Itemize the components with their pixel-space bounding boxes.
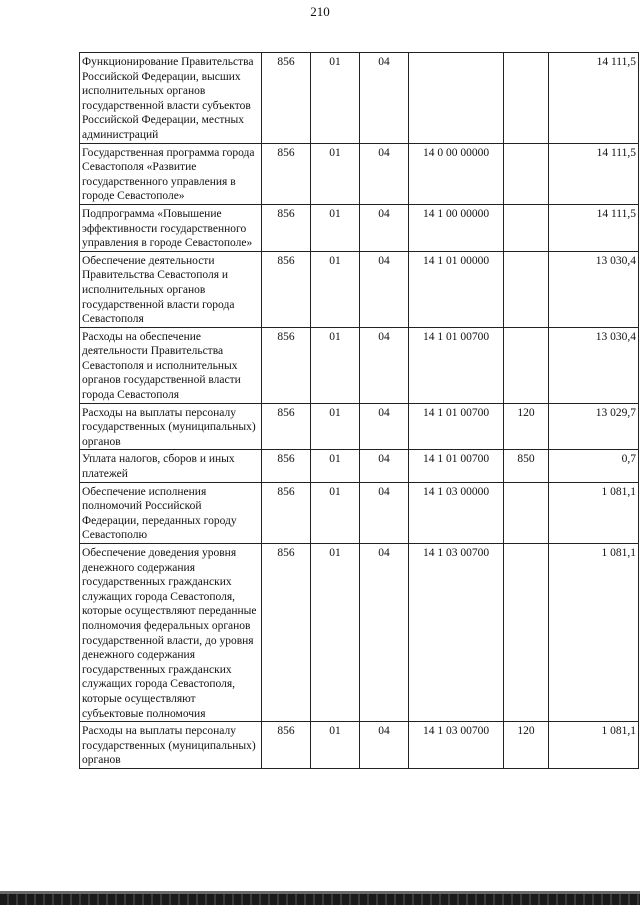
amount-cell: 1 081,1 bbox=[549, 544, 639, 722]
row-name-cell: Государственная программа города Севастополя «Развитие государственного управления в городе Севастополе» bbox=[80, 143, 262, 204]
budget-table-body bbox=[80, 53, 639, 769]
amount-cell: 13 029,7 bbox=[549, 403, 639, 450]
amount-cell: 1 081,1 bbox=[549, 482, 639, 543]
row-name-cell: Функционирование Правительства Российской Федерации, высших исполнительных органов государственной власти субъектов Российской Федерации, местных администраций bbox=[80, 53, 262, 144]
amount-cell: 14 111,5 bbox=[549, 53, 639, 144]
subsection-code-cell: 04 bbox=[360, 450, 409, 482]
row-name-cell: Обеспечение доведения уровня денежного содержания государственных гражданских служащих города Севастополя, которые осуществляют переданные полномочия федеральных органов государственной власти, до уровня денежного содержания государственных гражданских служащих города Севастополя, которые осуществляют субъектовые полномочия bbox=[80, 544, 262, 722]
expense-type-cell bbox=[504, 482, 549, 543]
row-name-cell: Расходы на обеспечение деятельности Правительства Севастополя и исполнительных органов государственной власти города Севастополя bbox=[80, 327, 262, 403]
ministry-code-cell: 856 bbox=[262, 143, 311, 204]
table-row bbox=[80, 544, 639, 722]
section-code-cell: 01 bbox=[311, 327, 360, 403]
section-code-cell: 01 bbox=[311, 251, 360, 327]
section-code-cell: 01 bbox=[311, 143, 360, 204]
row-name-cell: Обеспечение исполнения полномочий Российской Федерации, переданных городу Севастополю bbox=[80, 482, 262, 543]
ministry-code-cell: 856 bbox=[262, 327, 311, 403]
target-article-cell: 14 0 00 00000 bbox=[409, 143, 504, 204]
amount-cell: 0,7 bbox=[549, 450, 639, 482]
ministry-code-cell: 856 bbox=[262, 544, 311, 722]
expense-type-cell: 120 bbox=[504, 403, 549, 450]
section-code-cell: 01 bbox=[311, 482, 360, 543]
expense-type-cell bbox=[504, 143, 549, 204]
table-row bbox=[80, 450, 639, 482]
subsection-code-cell: 04 bbox=[360, 327, 409, 403]
ministry-code-cell: 856 bbox=[262, 482, 311, 543]
subsection-code-cell: 04 bbox=[360, 143, 409, 204]
subsection-code-cell: 04 bbox=[360, 53, 409, 144]
page-number: 210 bbox=[310, 4, 330, 19]
expense-type-cell: 850 bbox=[504, 450, 549, 482]
amount-cell: 1 081,1 bbox=[549, 722, 639, 769]
target-article-cell: 14 1 03 00700 bbox=[409, 722, 504, 769]
subsection-code-cell: 04 bbox=[360, 403, 409, 450]
subsection-code-cell: 04 bbox=[360, 482, 409, 543]
row-name-cell: Подпрограмма «Повышение эффективности государственного управления в городе Севастополе» bbox=[80, 204, 262, 251]
expense-type-cell bbox=[504, 53, 549, 144]
table-row bbox=[80, 403, 639, 450]
ministry-code-cell: 856 bbox=[262, 53, 311, 144]
subsection-code-cell: 04 bbox=[360, 204, 409, 251]
target-article-cell: 14 1 01 00700 bbox=[409, 450, 504, 482]
expense-type-cell bbox=[504, 204, 549, 251]
amount-cell: 13 030,4 bbox=[549, 251, 639, 327]
subsection-code-cell: 04 bbox=[360, 722, 409, 769]
table-row bbox=[80, 143, 639, 204]
ministry-code-cell: 856 bbox=[262, 251, 311, 327]
section-code-cell: 01 bbox=[311, 722, 360, 769]
amount-cell: 14 111,5 bbox=[549, 143, 639, 204]
row-name-cell: Обеспечение деятельности Правительства Севастополя и исполнительных органов государственной власти города Севастополя bbox=[80, 251, 262, 327]
table-row bbox=[80, 251, 639, 327]
subsection-code-cell: 04 bbox=[360, 544, 409, 722]
table-row bbox=[80, 53, 639, 144]
ministry-code-cell: 856 bbox=[262, 722, 311, 769]
table-row bbox=[80, 204, 639, 251]
expense-type-cell bbox=[504, 327, 549, 403]
budget-table bbox=[79, 52, 639, 769]
subsection-code-cell: 04 bbox=[360, 251, 409, 327]
scan-bottom-border bbox=[0, 894, 640, 905]
section-code-cell: 01 bbox=[311, 450, 360, 482]
expense-type-cell bbox=[504, 544, 549, 722]
table-row bbox=[80, 327, 639, 403]
table-row bbox=[80, 482, 639, 543]
ministry-code-cell: 856 bbox=[262, 450, 311, 482]
target-article-cell: 14 1 00 00000 bbox=[409, 204, 504, 251]
amount-cell: 13 030,4 bbox=[549, 327, 639, 403]
target-article-cell: 14 1 01 00000 bbox=[409, 251, 504, 327]
ministry-code-cell: 856 bbox=[262, 204, 311, 251]
row-name-cell: Расходы на выплаты персоналу государственных (муниципальных) органов bbox=[80, 403, 262, 450]
row-name-cell: Уплата налогов, сборов и иных платежей bbox=[80, 450, 262, 482]
amount-cell: 14 111,5 bbox=[549, 204, 639, 251]
ministry-code-cell: 856 bbox=[262, 403, 311, 450]
section-code-cell: 01 bbox=[311, 53, 360, 144]
target-article-cell: 14 1 03 00000 bbox=[409, 482, 504, 543]
row-name-cell: Расходы на выплаты персоналу государственных (муниципальных) органов bbox=[80, 722, 262, 769]
target-article-cell: 14 1 03 00700 bbox=[409, 544, 504, 722]
section-code-cell: 01 bbox=[311, 403, 360, 450]
target-article-cell bbox=[409, 53, 504, 144]
target-article-cell: 14 1 01 00700 bbox=[409, 403, 504, 450]
expense-type-cell: 120 bbox=[504, 722, 549, 769]
section-code-cell: 01 bbox=[311, 204, 360, 251]
target-article-cell: 14 1 01 00700 bbox=[409, 327, 504, 403]
expense-type-cell bbox=[504, 251, 549, 327]
section-code-cell: 01 bbox=[311, 544, 360, 722]
table-row bbox=[80, 722, 639, 769]
